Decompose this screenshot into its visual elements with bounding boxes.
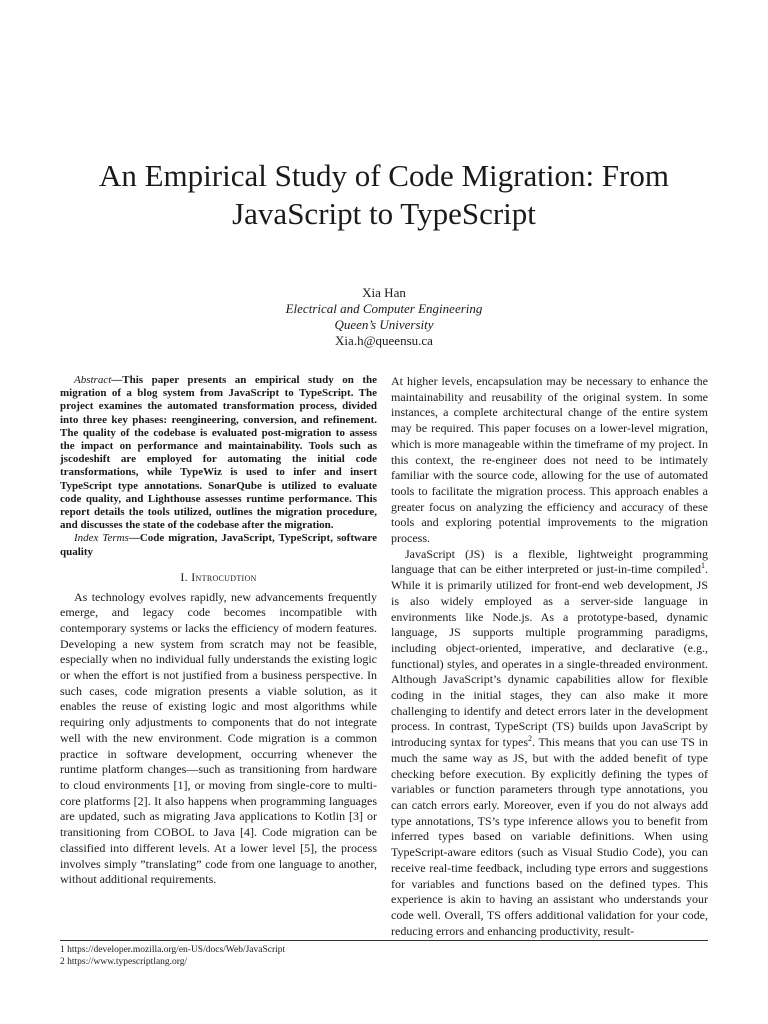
section-title: Introcudtion	[191, 569, 257, 584]
abstract-lead: Abstract	[74, 374, 112, 386]
index-terms	[60, 532, 377, 558]
author-block	[0, 285, 768, 349]
left-column	[60, 374, 377, 888]
index-terms-lead: Index Terms	[74, 532, 129, 545]
para3-part-c: . This means that you can use TS in much the same way as JS, but with the added benefit of type checking before execution. By explicitly defining the types of variables or function parameters through type annotations, you can catch errors early. Moreover, even if you do not always add type annotations, TS’s type inference allows you to benefit from inferred types based on variable definitions. When using TypeScript-aware editors (such as Visual Studio Code), you can receive real-time feedback, including type errors and suggestions for variables and functions based on the defined types. This experience is akin to having an assistant who understands your code well. Overall, TS offers additional validation for your code, reducing errors and enhancing productivity, result-	[391, 735, 708, 938]
section-number: I.	[180, 569, 188, 584]
footnote-ref-1: 1	[701, 561, 705, 571]
footnote-divider	[60, 940, 708, 941]
author-name: Xia Han	[362, 285, 406, 300]
abstract	[60, 374, 377, 532]
intro-paragraph-3	[391, 547, 708, 940]
intro-paragraph-2: At higher levels, encapsulation may be necessary to enhance the maintainability and reusability of the original system. In some instances, a complete architectural change of the entire system may be required. This paper focuses on a lower-level migration, which is more manageable within the timeframe of my project. In this context, the re-engineer does not need to be intimately familiar with the source code, allowing for the use of automated tools to facilitate the migration process. This approach enables a greater focus on analyzing the efficiency and accuracy of these tools and exploring potential improvements to the migration process.	[391, 374, 708, 546]
author-department: Electrical and Computer Engineering	[285, 301, 483, 316]
footnote-1: 1 https://developer.mozilla.org/en-US/docs/Web/JavaScript	[60, 945, 286, 955]
para3-part-b: . While it is primarily utilized for front-end web development, JS is also widely employed as a server-side language in environments like Node.js. As a prototype-based, dynamic language, JS supports multiple programming paradigms, including object-oriented, imperative, and declarative (e.g., functional) styles, and operates in a single-threaded environment. Although JavaScript’s dynamic capabilities allow for flexible coding in the initial stages, they can also make it more challenging to identify and detect errors later in the development process. In contrast, TypeScript (TS) builds upon JavaScript by introducing syntax for types	[391, 562, 708, 750]
paper-title	[60, 157, 708, 233]
author-email: Xia.h@queensu.ca	[335, 333, 433, 348]
footnote-ref-2: 2	[528, 734, 533, 744]
title-line-1: An Empirical Study of Code Migration: From	[98, 158, 669, 193]
right-column	[391, 374, 708, 939]
title-line-2: JavaScript to TypeScript	[232, 196, 536, 231]
abstract-text: —This paper presents an empirical study on the migration of a blog system from JavaScript to TypeScript. The project examines the automated transformation process, divided into three key phases: reengineering, conversion, and refinement. The quality of the codebase is evaluated post-migration to assess the impact on performance and maintainability. Tools such as jscodeshift are employed for automating the initial code transformations, while TypeWiz is used to infer and insert TypeScript type annotations. SonarQube is utilized to evaluate code quality, and Lighthouse assesses runtime performance. This report details the tools utilized, outlines the migration procedure, and discusses the state of the codebase after the migration.	[60, 374, 377, 532]
index-terms-text: —Code migration, JavaScript, TypeScript, software quality	[60, 532, 377, 558]
footnotes	[60, 944, 285, 968]
footnote-2: 2 https://www.typescriptlang.org/	[60, 957, 188, 967]
intro-paragraph-1: As technology evolves rapidly, new advancements frequently emerge, and legacy code becomes incompatible with contemporary systems or lacks the efficiency of modern features. Developing a new system from scratch may not be feasible, especially when no individual fully understands the existing logic or when the effort is not justified from a business perspective. In such cases, code migration presents a viable solution, as it enables the reuse of existing logic and most algorithms while requiring only adjustments to components that do not integrate well with the new environment. Code migration is a common practice in software development, occurring whenever the runtime platform changes—such as transitioning from hardware to cloud environments [1], or moving from single-core to multi-core platforms [2]. It also happens when programming languages are updated, such as migrating Java applications to Kotlin [3] or transitioning from COBOL to Java [4]. Code migration can be classified into different levels. At a lower level [5], the process involves simply ”translating” code from one language to another, without additional requirements.	[60, 589, 377, 887]
para3-part-a: JavaScript (JS) is a flexible, lightweight programming language that can be either interpreted or just-in-time compiled	[391, 546, 708, 577]
author-university: Queen’s University	[334, 317, 434, 332]
section-heading	[60, 570, 377, 586]
